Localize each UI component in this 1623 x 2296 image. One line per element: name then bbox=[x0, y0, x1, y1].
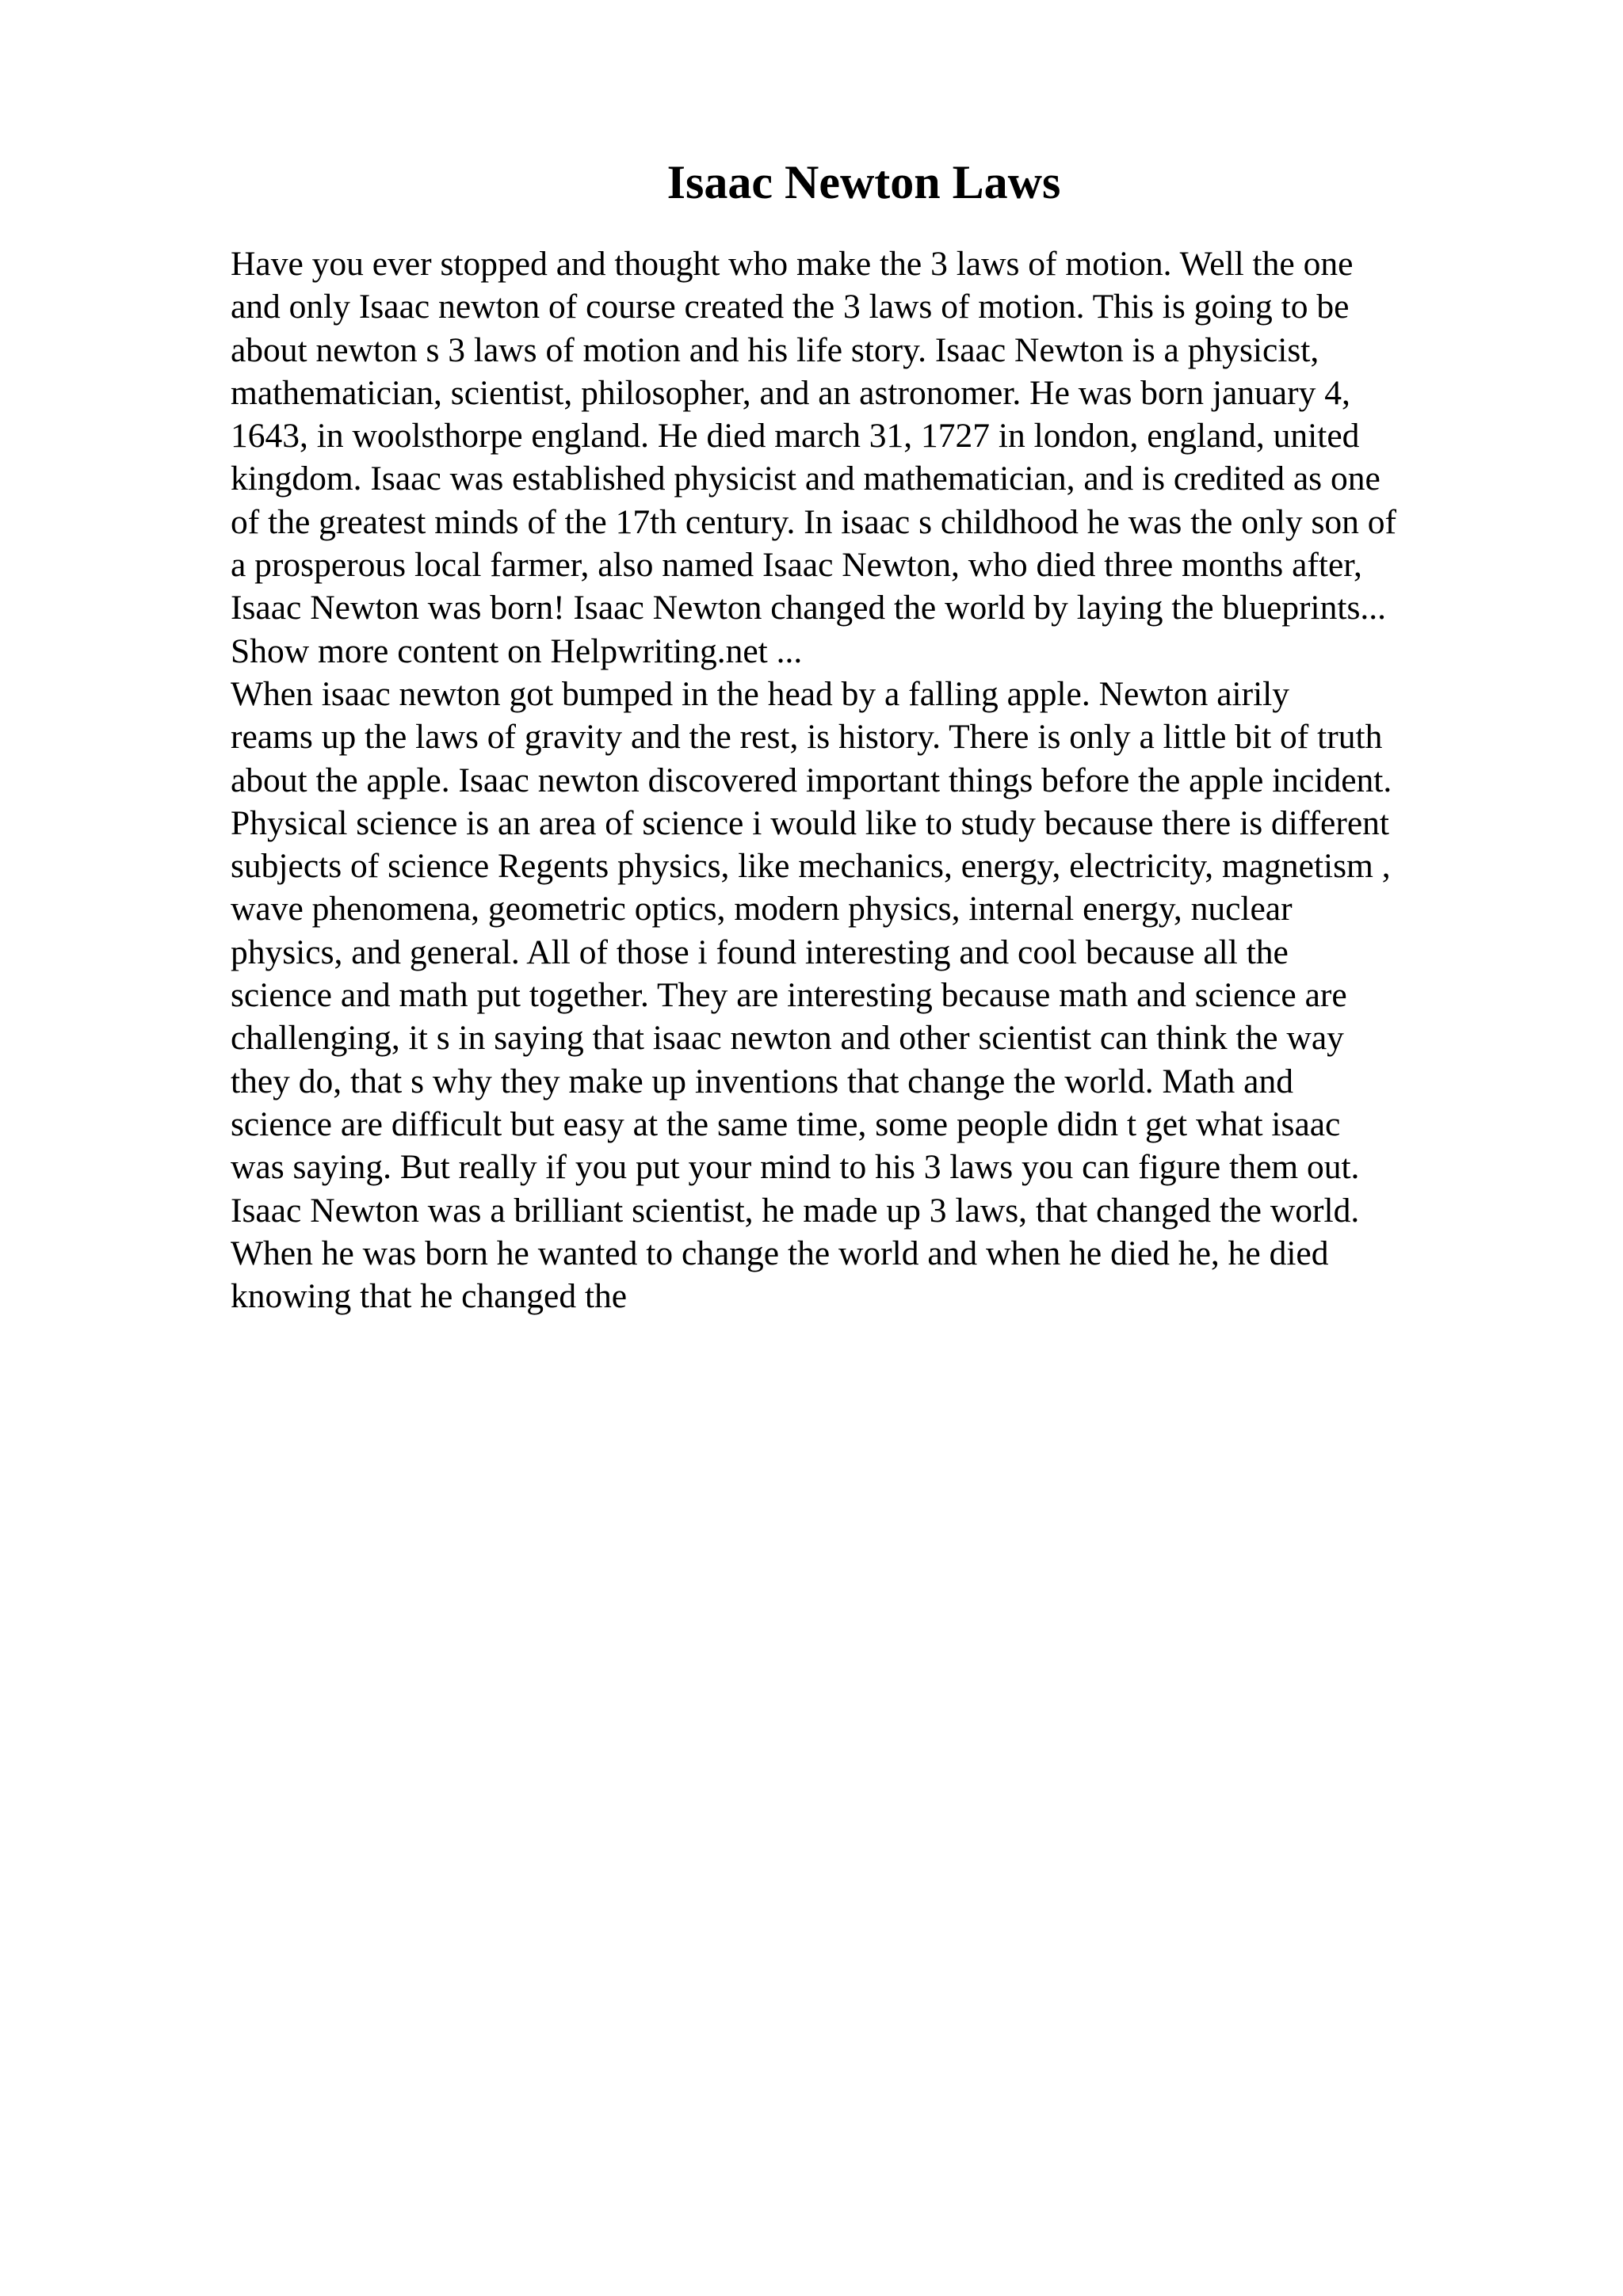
body-line: Isaac Newton was a brilliant scientist, he made up 3 laws, that changed the world. bbox=[231, 1191, 1360, 1230]
body-line: science are difficult but easy at the same time, some people didn t get what isaac bbox=[231, 1104, 1341, 1143]
body-line: about the apple. Isaac newton discovered important things before the apple incident. bbox=[231, 761, 1392, 799]
body-line: wave phenomena, geometric optics, modern physics, internal energy, nuclear bbox=[231, 890, 1293, 929]
body-line: a prosperous local farmer, also named Isaac Newton, who died three months after, bbox=[231, 546, 1362, 585]
body-line: subjects of science Regents physics, like mechanics, energy, electricity, magnetism , bbox=[231, 847, 1391, 886]
body-line: physics, and general. All of those i found interesting and cool because all the bbox=[231, 933, 1289, 971]
body-line: Physical science is an area of science i would like to study because there is different bbox=[231, 803, 1389, 842]
body-line: was saying. But really if you put your mind to his 3 laws you can figure them out. bbox=[231, 1148, 1360, 1187]
body-line: kingdom. Isaac was established physicist and mathematician, and is credited as one bbox=[231, 460, 1381, 498]
body-line: challenging, it s in saying that isaac newton and other scientist can think the way bbox=[231, 1019, 1344, 1058]
body-line: Have you ever stopped and thought who make the 3 laws of motion. Well the one bbox=[231, 245, 1354, 283]
body-line: of the greatest minds of the 17th century. In isaac s childhood he was the only son of bbox=[231, 502, 1396, 541]
body-line: they do, that s why they make up inventions that change the world. Math and bbox=[231, 1062, 1293, 1100]
document-body bbox=[231, 242, 1499, 1318]
body-line: science and math put together. They are interesting because math and science are bbox=[231, 976, 1347, 1015]
body-line: and only Isaac newton of course created the 3 laws of motion. This is going to be bbox=[231, 288, 1350, 326]
body-line: mathematician, scientist, philosopher, and an astronomer. He was born january 4, bbox=[231, 373, 1350, 412]
show-more-line: Show more content on Helpwriting.net ... bbox=[231, 631, 803, 670]
document-title: Isaac Newton Laws bbox=[666, 156, 1061, 208]
body-line: Isaac Newton was born! Isaac Newton changed the world by laying the blueprints... bbox=[231, 589, 1387, 627]
body-line: 1643, in woolsthorpe england. He died march 31, 1727 in london, england, united bbox=[231, 417, 1360, 456]
body-line: When isaac newton got bumped in the head by a falling apple. Newton airily bbox=[231, 674, 1290, 713]
body-line: When he was born he wanted to change the world and when he died he, he died bbox=[231, 1234, 1329, 1272]
body-line: reams up the laws of gravity and the rest, is history. There is only a little bit of truth bbox=[231, 718, 1383, 757]
body-line: knowing that he changed the bbox=[231, 1277, 628, 1316]
body-line: about newton s 3 laws of motion and his life story. Isaac Newton is a physicist, bbox=[231, 330, 1319, 369]
